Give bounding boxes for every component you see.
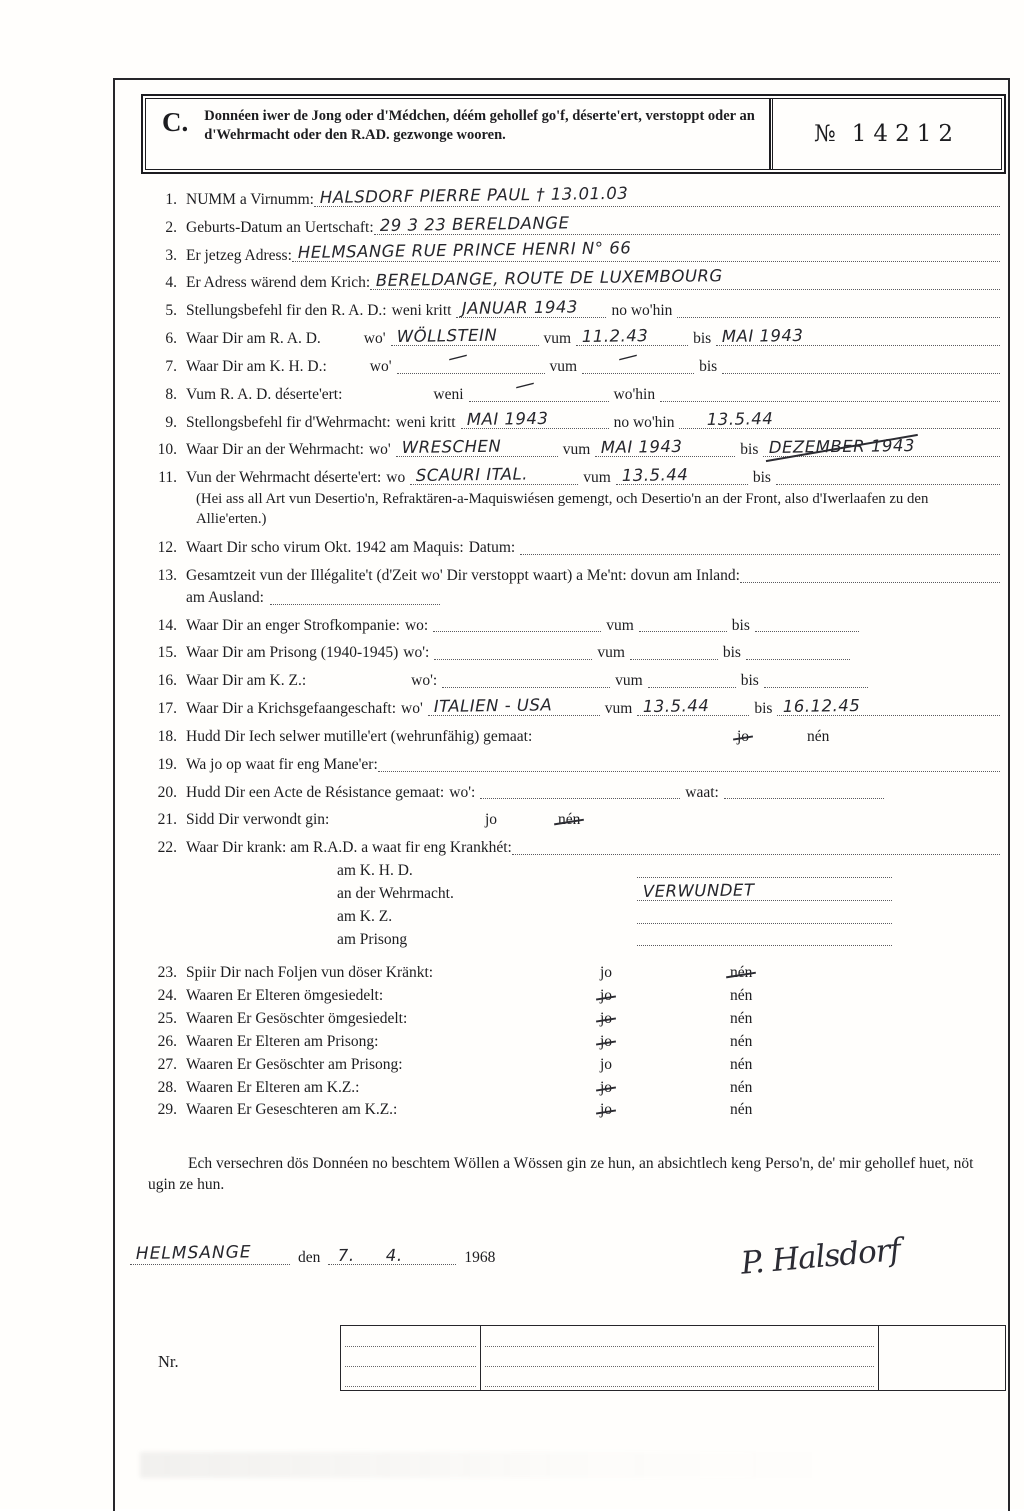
item-number: 3. xyxy=(165,246,177,264)
jo-option: jo xyxy=(600,964,613,982)
dotted-line xyxy=(469,369,609,402)
dotted-line xyxy=(746,644,850,660)
nen-option: nén xyxy=(730,964,753,982)
item-number: 4. xyxy=(165,274,177,292)
dotted-line xyxy=(716,325,1000,346)
item-label: Waar Dir am Prisong (1940-1945) xyxy=(186,644,399,662)
table-dotted-line xyxy=(485,1347,874,1367)
item-label: Er jetzeg Adress: xyxy=(186,246,292,264)
item-label: Er Adress wärend dem Krich: xyxy=(186,274,371,292)
field-label: vum xyxy=(615,672,643,690)
form-item-22-sub-2 xyxy=(337,880,1000,904)
dotted-line xyxy=(270,589,440,605)
field-label: wo xyxy=(386,469,406,487)
year-label: 1968 xyxy=(464,1249,496,1267)
nen-option: nén xyxy=(730,1078,753,1096)
form-item-25 xyxy=(148,1009,1000,1029)
handwritten-value: WÖLLSTEIN xyxy=(396,325,497,346)
field-label: no wo'hin xyxy=(611,302,673,320)
item-label: Waaren Er Elteren am Prisong: xyxy=(186,1032,379,1050)
item-label: Waart Dir scho virum Okt. 1942 am Maquis: xyxy=(186,539,464,557)
handwritten-value: — xyxy=(511,369,538,399)
table-cell-middle xyxy=(481,1326,879,1390)
handwritten-value: HALSDORF PIERRE PAUL † 13.01.03 xyxy=(319,183,629,207)
item-number: 2. xyxy=(165,218,177,236)
field-label: vum xyxy=(562,441,591,459)
handwritten-value: JANUAR 1943 xyxy=(462,297,579,319)
form-item-11 xyxy=(148,464,1000,488)
item-number: 21. xyxy=(157,811,177,829)
table-cell-right xyxy=(879,1326,1005,1390)
jo-option: jo xyxy=(600,1078,613,1096)
field-label: wo' xyxy=(363,330,386,348)
jo-option: jo xyxy=(600,987,613,1005)
form-number-value: 14212 xyxy=(851,121,960,147)
item-number: 12. xyxy=(157,539,177,557)
item-label: Spiir Dir nach Foljen vun döser Kränkt: xyxy=(186,964,434,982)
nen-option: nén xyxy=(807,727,830,745)
field-label: vum xyxy=(597,644,625,662)
handwritten-value: SCAURI ITAL. xyxy=(415,464,529,486)
handwritten-value: DEZEMBER 1943 xyxy=(769,436,916,458)
nen-option: nén xyxy=(730,1101,753,1119)
form-item-18 xyxy=(148,727,1000,747)
dotted-line xyxy=(648,672,736,688)
form-item-29 xyxy=(148,1100,1000,1120)
item-label: Waaren Er Geseschteren am K.Z.: xyxy=(186,1101,398,1119)
field-label: Datum: xyxy=(468,539,516,557)
field-label: wo: xyxy=(404,616,429,634)
handwritten-value: HELMSANGE RUE PRINCE HENRI N° 66 xyxy=(297,238,632,263)
field-label: bis xyxy=(754,700,773,718)
form-item-3 xyxy=(148,238,1000,266)
jo-option: jo xyxy=(485,811,498,829)
field-label: no wo'hin xyxy=(613,413,675,431)
declaration-text: Ech versechren dös Donnéen no beschtem Wöllen a Wössen gin ze hun, an absichtlech keng Perso'n, de' mir gehollef huet, nöt ugin ze hun. xyxy=(148,1155,974,1194)
nen-option: nén xyxy=(558,811,581,829)
item-number: 15. xyxy=(157,644,177,662)
item-number: 20. xyxy=(157,783,177,801)
dotted-line xyxy=(461,409,609,430)
item-label: Waar Dir an der Wehrmacht: xyxy=(186,441,364,459)
section-letter: C. xyxy=(162,107,189,137)
field-label: vum xyxy=(543,330,572,348)
sub-label: am Prisong xyxy=(337,930,408,948)
item-number: 19. xyxy=(157,755,177,773)
field-label: weni kritt xyxy=(391,302,452,320)
item-number: 16. xyxy=(157,672,177,690)
item-number: 29. xyxy=(157,1101,177,1119)
dotted-line xyxy=(630,644,718,660)
item-number: 6. xyxy=(165,330,177,348)
handwritten-value: — xyxy=(615,342,641,371)
field-label: wo': xyxy=(449,783,476,801)
handwritten-value: 13.5.44 xyxy=(621,465,689,486)
item-label: Waar Dir am R. A. D. xyxy=(186,330,321,348)
handwritten-value: WRESCHEN xyxy=(401,436,502,458)
nen-option: nén xyxy=(730,1032,753,1050)
field-label: wo' xyxy=(369,357,392,375)
dotted-line xyxy=(637,930,892,946)
item-label: Waar Dir am K. H. D.: xyxy=(186,357,327,375)
nen-option: nén xyxy=(730,1055,753,1073)
item-number: 18. xyxy=(157,727,177,745)
header-description: Donnéen iwer de Jong oder d'Médchen, déém gehollef go'f, déserte'ert, verstoppt oder an d'Wehrmacht oder den R.AD. gezwonge wooren. xyxy=(204,108,755,143)
field-label: weni kritt xyxy=(395,413,456,431)
form-item-2 xyxy=(148,212,1000,238)
dotted-line xyxy=(374,212,1000,235)
header-divider xyxy=(769,99,771,169)
item-number: 1. xyxy=(165,191,177,208)
item-label: NUMM a Virnumm: xyxy=(186,191,314,208)
form-item-1 xyxy=(148,183,1000,210)
handwritten-value: — xyxy=(444,342,471,371)
dotted-line xyxy=(764,672,868,688)
item-label: Waar Dir krank: am R.A.D. a waat fir eng Krankhét: xyxy=(186,839,512,857)
sub-label: am K. Z. xyxy=(337,907,393,925)
form-item-28 xyxy=(148,1078,1000,1098)
item-label: Waaren Er Gesöschter am Prisong: xyxy=(186,1055,403,1073)
handwritten-day: 7. xyxy=(338,1245,356,1265)
scan-artifact xyxy=(140,1452,840,1478)
dotted-line xyxy=(480,783,680,799)
handwritten-value: 13.5.44 xyxy=(707,409,774,430)
item-number: 27. xyxy=(157,1055,177,1073)
form-item-10 xyxy=(148,436,1000,460)
handwritten-value: ITALIEN - USA xyxy=(433,695,553,716)
item-number: 11. xyxy=(158,469,177,487)
handwritten-value: 13.5.44 xyxy=(643,695,710,716)
nr-label: Nr. xyxy=(158,1352,179,1371)
dotted-line xyxy=(679,409,1000,430)
handwritten-value: 16.12.45 xyxy=(783,695,861,716)
handwritten-value: MAI 1943 xyxy=(466,409,549,430)
item-label: Waaren Er Elteren am K.Z.: xyxy=(186,1078,360,1096)
dotted-line xyxy=(434,644,592,660)
signature-text: P. Halsdorf xyxy=(739,1232,902,1282)
form-item-13 xyxy=(148,566,1000,586)
form-item-9 xyxy=(148,409,1000,433)
form-item-20 xyxy=(148,783,1000,803)
table-dotted-line xyxy=(345,1347,476,1367)
sub-label: an der Wehrmacht. xyxy=(337,884,454,902)
numero-sign: № xyxy=(814,121,836,147)
handwritten-month: 4. xyxy=(386,1245,404,1265)
nen-option: nén xyxy=(730,1010,753,1028)
item-label: Waar Dir am K. Z.: xyxy=(186,672,307,690)
item-label: Waar Dir an enger Strofkompanie: xyxy=(186,616,400,634)
field-label: vum xyxy=(583,469,611,487)
field-label: bis xyxy=(699,357,718,375)
item-label: Sidd Dir verwondt gin: xyxy=(186,811,330,829)
form-item-4 xyxy=(148,266,1000,293)
item-label: Waar Dir a Krichsgefaangeschaft: xyxy=(186,700,397,718)
field-label: bis xyxy=(740,441,759,459)
jo-option: jo xyxy=(600,1032,613,1050)
field-label: wo' xyxy=(368,441,391,459)
field-label: vum xyxy=(549,357,578,375)
dotted-line xyxy=(512,839,1000,855)
handwritten-place: HELMSANGE xyxy=(135,1242,252,1265)
form-item-23 xyxy=(148,963,1000,983)
item-number: 28. xyxy=(157,1078,177,1096)
item-number: 25. xyxy=(157,1010,177,1028)
header-box xyxy=(141,94,1006,174)
form-item-26 xyxy=(148,1032,1000,1052)
item-number: 26. xyxy=(157,1032,177,1050)
item-label: Geburts-Datum an Uertschaft: xyxy=(186,218,374,236)
item-number: 10. xyxy=(157,441,177,459)
field-label: vum xyxy=(604,700,633,718)
date-line xyxy=(328,1245,456,1265)
form-item-22-sub-1 xyxy=(337,861,1000,881)
item-number: 9. xyxy=(165,413,177,431)
item-number: 5. xyxy=(165,302,177,320)
dotted-line xyxy=(639,616,727,632)
dotted-line xyxy=(677,302,1000,318)
dotted-line xyxy=(740,567,1000,583)
form-item-12 xyxy=(148,538,1000,558)
form-item-8 xyxy=(148,369,1000,405)
item-number: 13. xyxy=(157,567,177,584)
dotted-line xyxy=(456,297,606,319)
handwritten-value: 29 3 23 BERELDANGE xyxy=(379,212,570,235)
dotted-line xyxy=(637,862,892,878)
form-item-17 xyxy=(148,695,1000,719)
dotted-line xyxy=(777,695,1000,716)
dotted-line xyxy=(722,358,1000,374)
item-label: Stellungsbefehl fir den R. A. D.: xyxy=(186,302,387,320)
item-label: Vum R. A. D. déserte'ert: xyxy=(186,385,343,403)
field-label: bis xyxy=(722,644,741,662)
dotted-line xyxy=(378,756,1000,772)
item-label: Stellongsbefehl fir d'Wehrmacht: xyxy=(186,413,391,431)
form-number xyxy=(773,99,1001,169)
item-label: Wa jo op waat fir eng Mane'er: xyxy=(186,755,378,773)
den-label: den xyxy=(298,1249,321,1267)
item-number: 23. xyxy=(157,964,177,982)
field-label: weni xyxy=(433,385,464,403)
dotted-line xyxy=(370,266,1000,291)
item-label: Gesamtzeit vun der Illégalite't (d'Zeit wo' Dir verstoppt waart) a Me'nt: dovun am Inland: xyxy=(186,567,740,584)
item-number: 8. xyxy=(165,385,177,403)
field-label: vum xyxy=(606,616,634,634)
dotted-line xyxy=(763,436,1000,458)
dotted-line xyxy=(410,464,578,486)
dotted-line xyxy=(433,616,601,632)
form-item-27 xyxy=(148,1055,1000,1075)
field-label: waat: xyxy=(685,783,719,801)
item-number: 14. xyxy=(157,616,177,634)
form-item-22-sub-3 xyxy=(337,907,1000,927)
field-label: am Ausland: xyxy=(186,588,264,606)
item-number: 17. xyxy=(157,700,177,718)
table-cell-left xyxy=(341,1326,481,1390)
jo-option: jo xyxy=(600,1010,613,1028)
table-dotted-line xyxy=(345,1327,476,1347)
form-item-7 xyxy=(148,342,1000,377)
form-item-5 xyxy=(148,297,1000,321)
dotted-line xyxy=(595,437,735,458)
dotted-line xyxy=(396,436,558,458)
form-item-22-sub-4 xyxy=(337,930,1000,950)
table-dotted-line xyxy=(485,1367,874,1387)
handwritten-value: MAI 1943 xyxy=(721,325,804,346)
dotted-line xyxy=(292,238,1000,263)
field-label: bis xyxy=(731,616,750,634)
item-label: Waaren Er Elteren ömgesiedelt: xyxy=(186,987,384,1005)
dotted-line xyxy=(776,469,1000,485)
field-label: bis xyxy=(740,672,759,690)
field-label: bis xyxy=(693,330,712,348)
item-number: 22. xyxy=(157,839,177,857)
jo-option: jo xyxy=(600,1101,613,1119)
dotted-line xyxy=(724,783,884,799)
jo-option: jo xyxy=(737,727,750,745)
form-item-16 xyxy=(148,671,1000,691)
field-label: wo'hin xyxy=(613,385,656,403)
form-item-6 xyxy=(148,325,1000,349)
sub-label: am K. H. D. xyxy=(337,862,413,880)
form-item-21 xyxy=(148,810,1000,830)
header-left xyxy=(146,99,769,169)
form-item-15 xyxy=(148,643,1000,663)
reference-table xyxy=(340,1325,1006,1391)
item-11-note: (Hei ass all Art vun Desertio'n, Refraktären-a-Maquiswiésen gemengt, och Desertio'n an der Front, also d'Iwerlaafen zu den Allie'erten.) xyxy=(196,491,929,527)
item-number: 24. xyxy=(157,987,177,1005)
form-item-14 xyxy=(148,616,1000,636)
form-item-19 xyxy=(148,755,1000,775)
dotted-line xyxy=(314,183,1000,207)
dotted-line xyxy=(616,465,748,486)
dotted-line xyxy=(637,695,749,716)
form-item-24 xyxy=(148,986,1000,1006)
header-inner xyxy=(145,98,1002,170)
place-line xyxy=(130,1242,290,1265)
dotted-line xyxy=(660,386,1000,402)
dotted-line xyxy=(582,342,694,374)
form-item-22 xyxy=(148,838,1000,858)
handwritten-value: MAI 1943 xyxy=(601,437,683,458)
field-label: bis xyxy=(752,469,771,487)
field-label: wo': xyxy=(411,672,438,690)
item-label: Vun der Wehrmacht déserte'ert: xyxy=(186,469,382,487)
field-label: wo' xyxy=(401,700,423,718)
item-number: 7. xyxy=(165,357,177,375)
dotted-line xyxy=(755,616,859,632)
form-body xyxy=(135,183,1000,1268)
dotted-line xyxy=(520,539,1000,555)
handwritten-value: BERELDANGE, ROUTE DE LUXEMBOURG xyxy=(375,266,724,291)
item-label: Hudd Dir een Acte de Résistance gemaat: xyxy=(186,783,445,801)
handwritten-value: 11.2.43 xyxy=(581,325,649,346)
dotted-line xyxy=(637,880,892,901)
form-item-13b xyxy=(186,588,1000,608)
table-dotted-line xyxy=(345,1367,476,1387)
dotted-line xyxy=(442,672,610,688)
jo-option: jo xyxy=(600,1055,613,1073)
handwritten-value: VERWUNDET xyxy=(642,880,755,901)
nen-option: nén xyxy=(730,987,753,1005)
dotted-line xyxy=(428,695,600,716)
dotted-line xyxy=(637,908,892,924)
table-dotted-line xyxy=(485,1327,874,1347)
item-label: Waaren Er Gesöschter ömgesiedelt: xyxy=(186,1010,408,1028)
field-label: wo': xyxy=(403,644,430,662)
item-label: Hudd Dir Iech selwer mutille'ert (wehrunfähig) gemaat: xyxy=(186,727,533,745)
